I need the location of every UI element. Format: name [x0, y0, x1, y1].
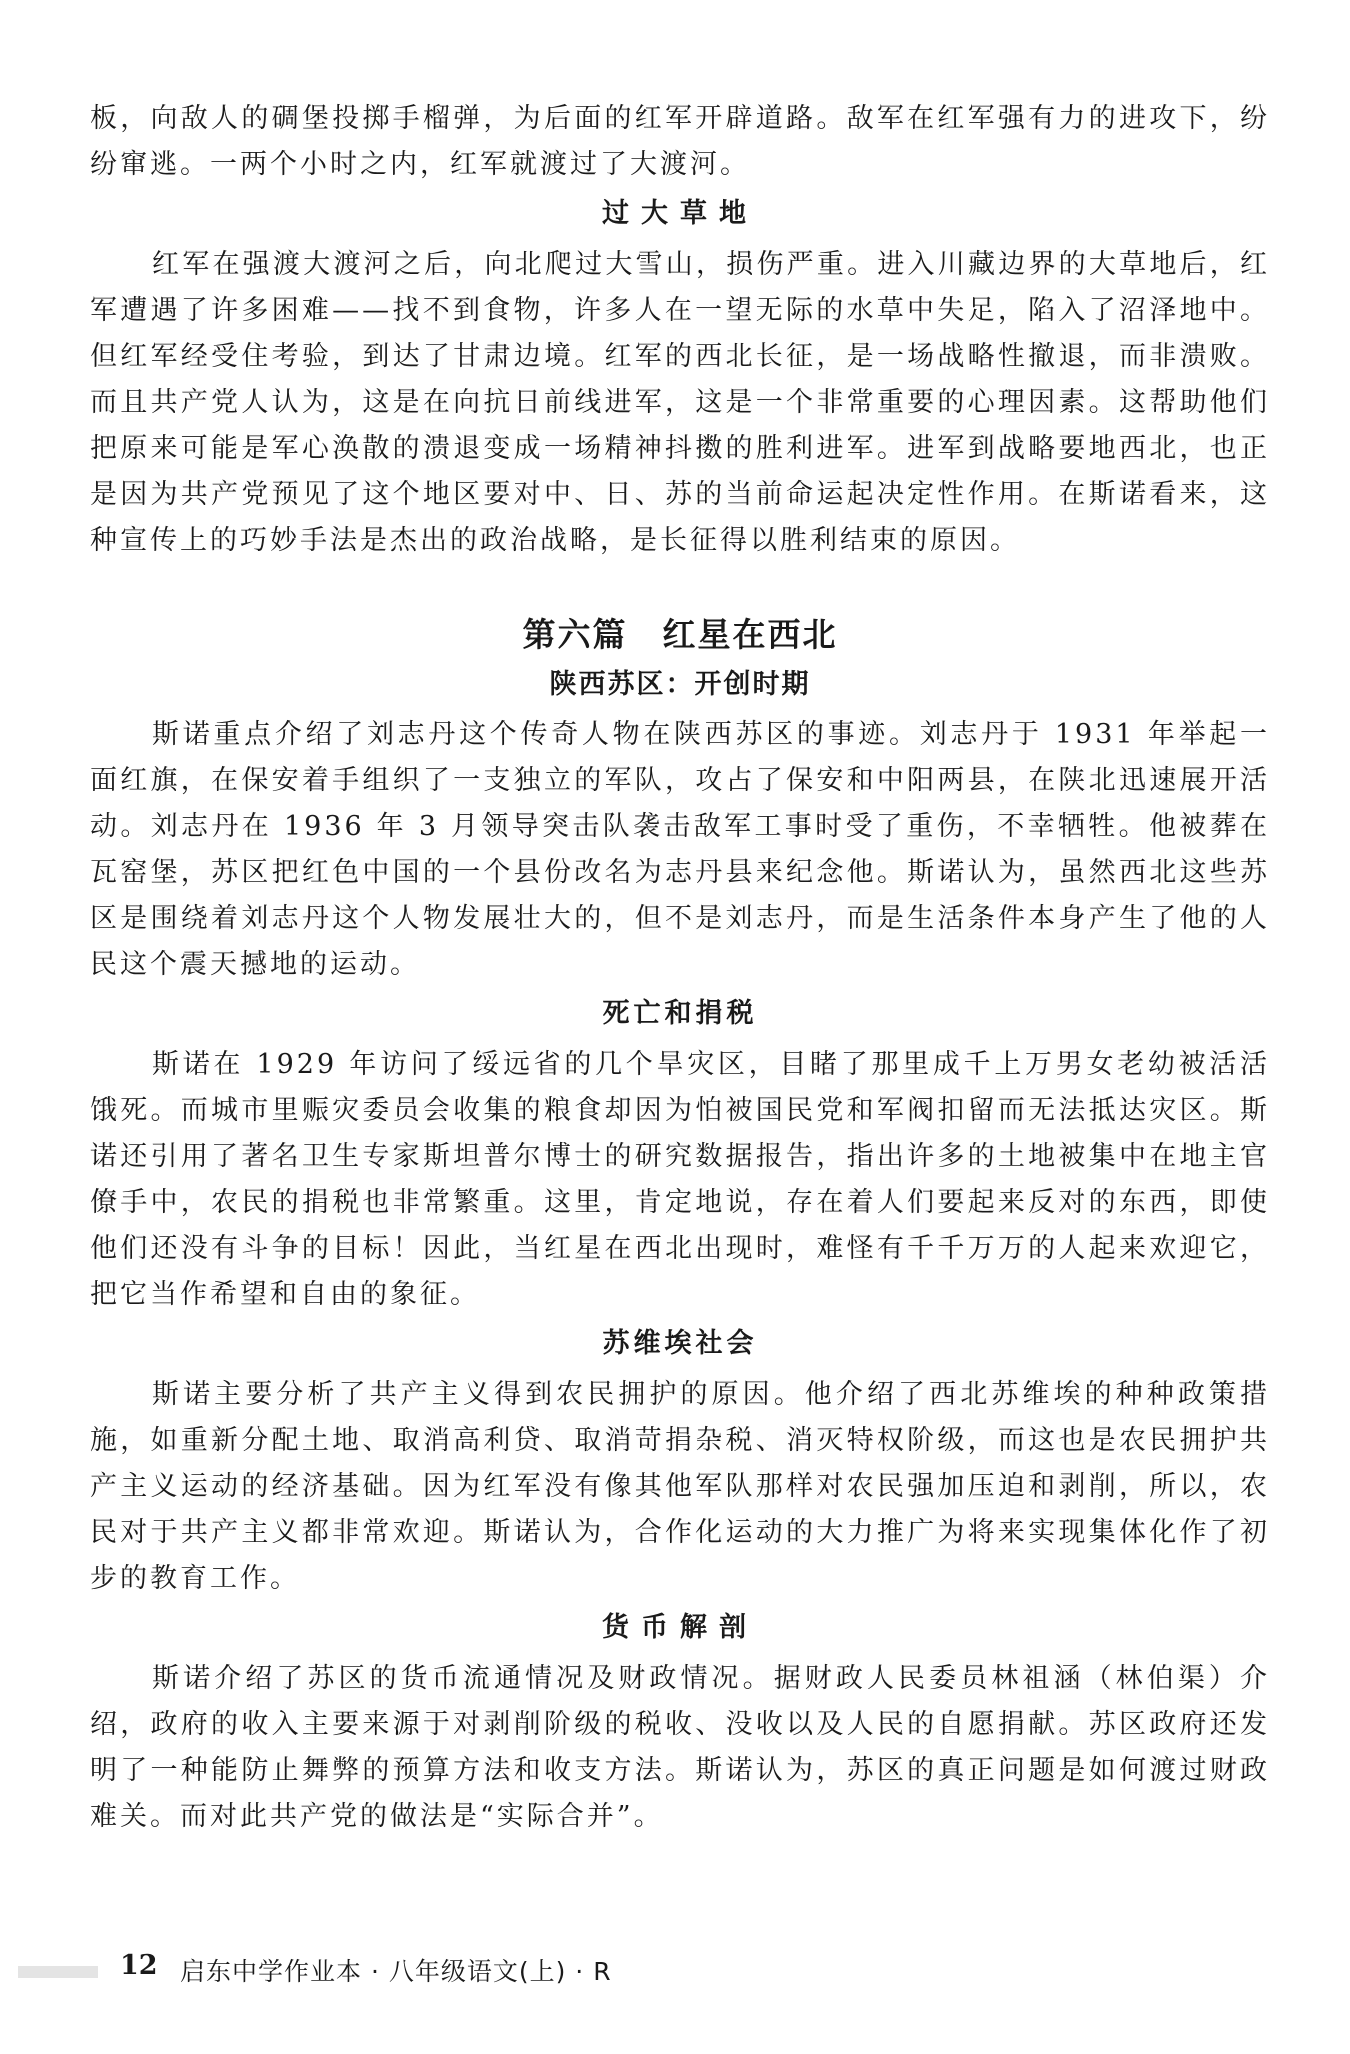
heading-shaanxi: 陕西苏区：开创时期: [549, 669, 811, 700]
book-title: 启东中学作业本 · 八年级语文(上) · R: [180, 1957, 612, 1986]
heading-currency: 货币解剖: [602, 1612, 758, 1643]
page-content: [90, 96, 1270, 1840]
paragraph-shaanxi: 斯诺重点介绍了刘志丹这个传奇人物在陕西苏区的事迹。刘志丹于 1931 年举起一面红旗，在保安着手组织了一支独立的军队，攻占了保安和中阳两县，在陕北迅速展开活动。刘志丹在 1936 年 3 月领导突击队袭击敌军工事时受了重伤，不幸牺牲。他被葬在瓦窑堡，苏区把红色中国的一个县份改名为志丹县来纪念他。斯诺认为，虽然西北这些苏区是围绕着刘志丹这个人物发展壮大的，但不是刘志丹，而是生活条件本身产生了他的人民这个震天撼地的运动。: [90, 719, 1270, 980]
heading-grassland: 过大草地: [602, 198, 758, 229]
paragraph-death-tax: 斯诺在 1929 年访问了绥远省的几个旱灾区，目睹了那里成千上万男女老幼被活活饿死。而城市里赈灾委员会收集的粮食却因为怕被国民党和军阀扣留而无法抵达灾区。斯诺还引用了著名卫生专家斯坦普尔博士的研究数据报告，指出许多的土地被集中在地主官僚手中，农民的捐税也非常繁重。这里，肯定地说，存在着人们要起来反对的东西，即使他们还没有斗争的目标！因此，当红星在西北出现时，难怪有千千万万的人起来欢迎它，把它当作希望和自由的象征。: [90, 1049, 1270, 1310]
paragraph-intro: 板，向敌人的碉堡投掷手榴弹，为后面的红军开辟道路。敌军在红军强有力的进攻下，纷纷窜逃。一两个小时之内，红军就渡过了大渡河。: [90, 103, 1270, 180]
chapter-title: 第六篇 红星在西北: [522, 615, 838, 654]
paragraph-soviet-society: 斯诺主要分析了共产主义得到农民拥护的原因。他介绍了西北苏维埃的种种政策措施，如重新分配土地、取消高利贷、取消苛捐杂税、消灭特权阶级，而这也是农民拥护共产主义运动的经济基础。因为红军没有像其他军队那样对农民强加压迫和剥削，所以，农民对于共产主义都非常欢迎。斯诺认为，合作化运动的大力推广为将来实现集体化作了初步的教育工作。: [90, 1379, 1270, 1594]
footer-decor-bar: [18, 1966, 98, 1978]
paragraph-grassland: 红军在强渡大渡河之后，向北爬过大雪山，损伤严重。进入川藏边界的大草地后，红军遭遇了许多困难——找不到食物，许多人在一望无际的水草中失足，陷入了沼泽地中。但红军经受住考验，到达了甘肃边境。红军的西北长征，是一场战略性撤退，而非溃败。而且共产党人认为，这是在向抗日前线进军，这是一个非常重要的心理因素。这帮助他们把原来可能是军心涣散的溃退变成一场精神抖擞的胜利进军。进军到战略要地西北，也正是因为共产党预见了这个地区要对中、日、苏的当前命运起决定性作用。在斯诺看来，这种宣传上的巧妙手法是杰出的政治战略，是长征得以胜利结束的原因。: [90, 249, 1270, 556]
paragraph-currency: 斯诺介绍了苏区的货币流通情况及财政情况。据财政人民委员林祖涵（林伯渠）介绍，政府的收入主要来源于对剥削阶级的税收、没收以及人民的自愿捐献。苏区政府还发明了一种能防止舞弊的预算方法和收支方法。斯诺认为，苏区的真正问题是如何渡过财政难关。而对此共产党的做法是“实际合并”。: [90, 1663, 1270, 1832]
page-footer: [0, 1944, 1350, 1994]
heading-death-tax: 死亡和捐税: [602, 998, 758, 1029]
heading-soviet-society: 苏维埃社会: [602, 1328, 758, 1359]
page-number: 12: [120, 1950, 158, 1981]
